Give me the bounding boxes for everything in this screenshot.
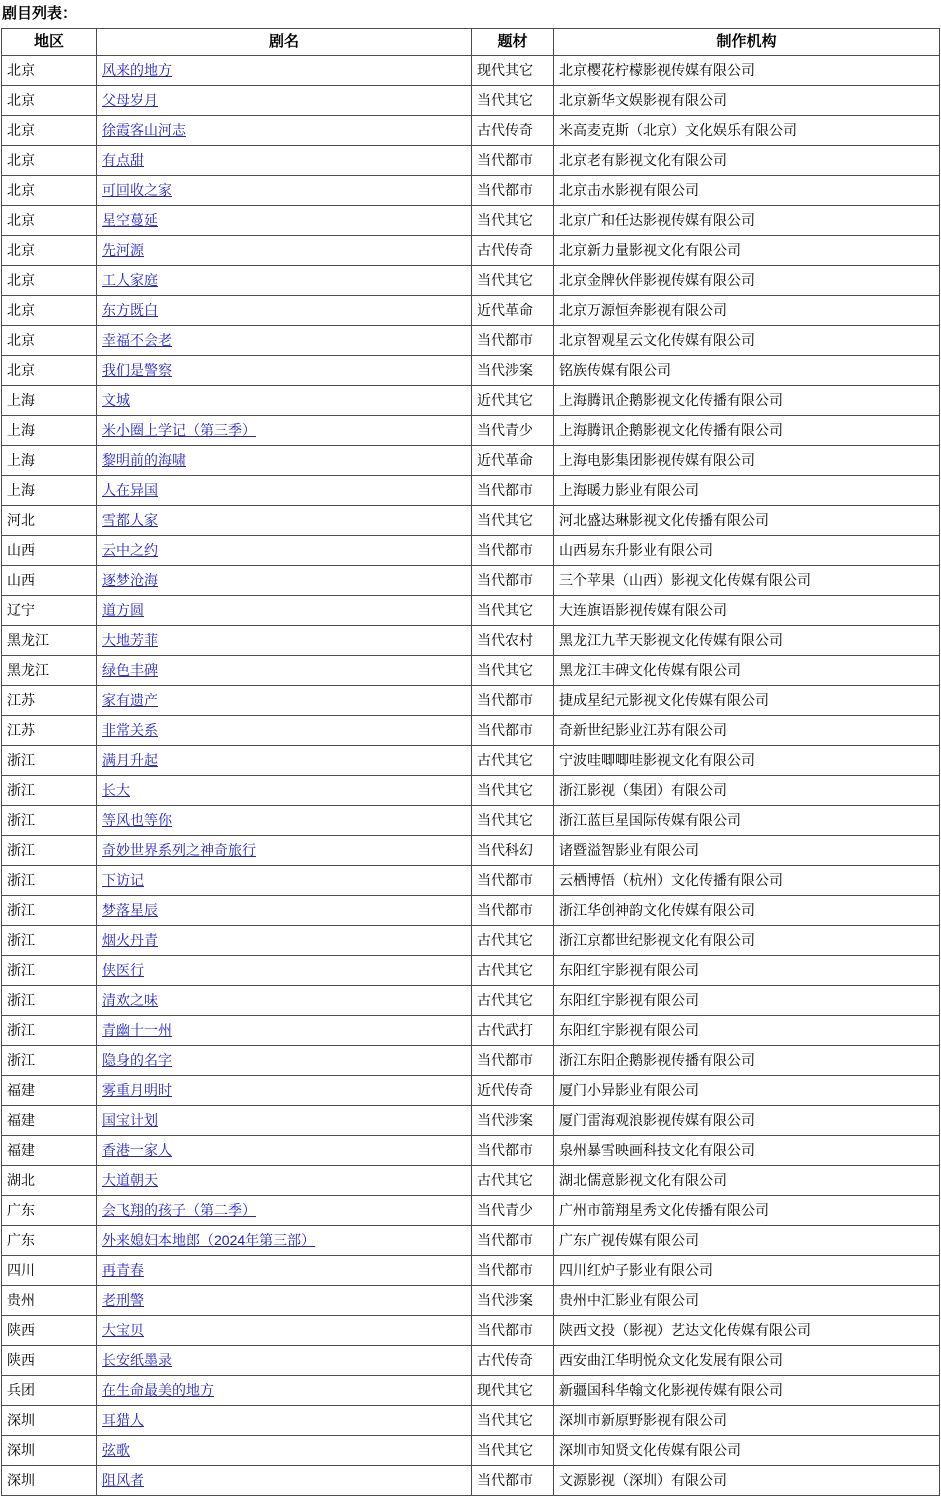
cell-title (97, 1136, 472, 1166)
table-row (2, 1166, 940, 1196)
cell-region: 北京 (2, 176, 97, 206)
cell-region: 深圳 (2, 1466, 97, 1496)
cell-genre: 当代其它 (472, 266, 554, 296)
cell-studio: 大连旗语影视传媒有限公司 (554, 596, 940, 626)
cell-title (97, 566, 472, 596)
cell-studio: 北京老有影视文化有限公司 (554, 146, 940, 176)
table-header-row (2, 29, 940, 56)
cell-title (97, 1376, 472, 1406)
cell-title (97, 596, 472, 626)
table-row (2, 656, 940, 686)
cell-studio: 湖北儒意影视文化有限公司 (554, 1166, 940, 1196)
cell-studio: 东阳红宇影视有限公司 (554, 956, 940, 986)
cell-studio: 北京智观星云文化传媒有限公司 (554, 326, 940, 356)
cell-genre: 近代传奇 (472, 1076, 554, 1106)
table-row (2, 116, 940, 146)
drama-title-link[interactable]: 非常关系 (102, 722, 158, 738)
cell-region: 福建 (2, 1106, 97, 1136)
cell-genre: 当代涉案 (472, 356, 554, 386)
table-row (2, 866, 940, 896)
cell-title (97, 1466, 472, 1496)
cell-studio: 泉州暴雪映画科技文化有限公司 (554, 1136, 940, 1166)
cell-region: 辽宁 (2, 596, 97, 626)
cell-genre: 当代其它 (472, 656, 554, 686)
drama-title-link[interactable]: 国宝计划 (102, 1112, 158, 1128)
table-row (2, 686, 940, 716)
cell-title (97, 506, 472, 536)
column-header-region: 地区 (2, 29, 97, 56)
column-header-genre: 题材 (472, 29, 554, 56)
cell-title (97, 1046, 472, 1076)
cell-studio: 北京击水影视有限公司 (554, 176, 940, 206)
table-row (2, 1196, 940, 1226)
drama-title-link[interactable]: 雾重月明时 (102, 1082, 172, 1098)
table-row (2, 626, 940, 656)
cell-studio: 广东广视传媒有限公司 (554, 1226, 940, 1256)
cell-region: 广东 (2, 1226, 97, 1256)
cell-genre: 当代青少 (472, 416, 554, 446)
drama-title-link[interactable]: 家有遗产 (102, 692, 158, 708)
cell-region: 浙江 (2, 806, 97, 836)
cell-region: 上海 (2, 476, 97, 506)
table-row (2, 926, 940, 956)
drama-title-link[interactable]: 再青春 (102, 1262, 144, 1278)
cell-studio: 浙江华创神韵文化传媒有限公司 (554, 896, 940, 926)
cell-studio: 深圳市新原野影视有限公司 (554, 1406, 940, 1436)
drama-title-link[interactable]: 风来的地方 (102, 62, 172, 78)
drama-title-link[interactable]: 东方既白 (102, 302, 158, 318)
drama-title-link[interactable]: 梦落星辰 (102, 902, 158, 918)
cell-title (97, 356, 472, 386)
cell-region: 福建 (2, 1136, 97, 1166)
cell-genre: 当代涉案 (472, 1106, 554, 1136)
table-row (2, 206, 940, 236)
cell-title (97, 416, 472, 446)
cell-studio: 东阳红宇影视有限公司 (554, 1016, 940, 1046)
cell-studio: 陕西文投（影视）艺达文化传媒有限公司 (554, 1316, 940, 1346)
cell-title (97, 386, 472, 416)
drama-title-link[interactable]: 外来媳妇本地郎（2024年第三部） (102, 1232, 316, 1248)
drama-title-link[interactable]: 长大 (102, 782, 130, 798)
cell-title (97, 1256, 472, 1286)
table-row (2, 1136, 940, 1166)
cell-genre: 当代都市 (472, 536, 554, 566)
cell-title (97, 926, 472, 956)
drama-title-link[interactable]: 下访记 (102, 872, 144, 888)
cell-region: 浙江 (2, 1046, 97, 1076)
table-row (2, 176, 940, 206)
drama-title-link[interactable]: 老刑警 (102, 1292, 144, 1308)
cell-studio: 东阳红宇影视有限公司 (554, 986, 940, 1016)
cell-region: 河北 (2, 506, 97, 536)
table-row (2, 236, 940, 266)
cell-title (97, 746, 472, 776)
cell-region: 深圳 (2, 1406, 97, 1436)
table-row (2, 356, 940, 386)
cell-studio: 北京万源恒奔影视有限公司 (554, 296, 940, 326)
cell-genre: 当代都市 (472, 1316, 554, 1346)
column-header-title: 剧名 (97, 29, 472, 56)
cell-title (97, 1346, 472, 1376)
cell-studio: 黑龙江九芊天影视文化传媒有限公司 (554, 626, 940, 656)
cell-genre: 近代革命 (472, 296, 554, 326)
drama-title-link[interactable]: 侠医行 (102, 962, 144, 978)
cell-region: 北京 (2, 146, 97, 176)
table-row (2, 716, 940, 746)
cell-studio: 北京金牌伙伴影视传媒有限公司 (554, 266, 940, 296)
cell-genre: 古代传奇 (472, 236, 554, 266)
table-row (2, 1286, 940, 1316)
cell-studio: 铭族传媒有限公司 (554, 356, 940, 386)
cell-genre: 当代其它 (472, 1436, 554, 1466)
cell-studio: 广州市箭翔星秀文化传播有限公司 (554, 1196, 940, 1226)
cell-genre: 古代武打 (472, 1016, 554, 1046)
cell-region: 浙江 (2, 836, 97, 866)
cell-region: 浙江 (2, 866, 97, 896)
drama-title-link[interactable]: 先河源 (102, 242, 144, 258)
cell-region: 北京 (2, 116, 97, 146)
cell-studio: 北京新力量影视文化有限公司 (554, 236, 940, 266)
cell-genre: 当代都市 (472, 896, 554, 926)
cell-studio: 诸暨溢智影业有限公司 (554, 836, 940, 866)
cell-genre: 现代其它 (472, 1376, 554, 1406)
table-row (2, 56, 940, 86)
cell-studio: 北京新华文娱影视有限公司 (554, 86, 940, 116)
drama-title-link[interactable]: 长安纸墨录 (102, 1352, 172, 1368)
cell-region: 贵州 (2, 1286, 97, 1316)
cell-region: 浙江 (2, 1016, 97, 1046)
cell-genre: 当代都市 (472, 866, 554, 896)
drama-title-link[interactable]: 绿色丰碑 (102, 662, 158, 678)
cell-region: 北京 (2, 86, 97, 116)
table-row (2, 1106, 940, 1136)
table-header (2, 29, 940, 56)
cell-studio: 北京广和任达影视传媒有限公司 (554, 206, 940, 236)
cell-studio: 上海暖力影业有限公司 (554, 476, 940, 506)
cell-region: 深圳 (2, 1436, 97, 1466)
cell-studio: 浙江东阳企鹅影视传播有限公司 (554, 1046, 940, 1076)
table-row (2, 1256, 940, 1286)
cell-title (97, 176, 472, 206)
cell-title (97, 1166, 472, 1196)
cell-title (97, 266, 472, 296)
cell-region: 黑龙江 (2, 626, 97, 656)
cell-title (97, 1076, 472, 1106)
drama-title-link[interactable]: 会飞翔的孩子（第二季） (102, 1202, 256, 1218)
cell-title (97, 776, 472, 806)
cell-region: 北京 (2, 206, 97, 236)
cell-genre: 近代革命 (472, 446, 554, 476)
cell-studio: 米高麦克斯（北京）文化娱乐有限公司 (554, 116, 940, 146)
cell-title (97, 326, 472, 356)
table-row (2, 266, 940, 296)
cell-region: 兵团 (2, 1376, 97, 1406)
cell-title (97, 1196, 472, 1226)
cell-genre: 当代都市 (472, 1466, 554, 1496)
cell-genre: 古代其它 (472, 956, 554, 986)
drama-title-link[interactable]: 奇妙世界系列之神奇旅行 (102, 842, 256, 858)
table-row (2, 1226, 940, 1256)
table-row (2, 1466, 940, 1496)
cell-genre: 当代都市 (472, 1256, 554, 1286)
table-row (2, 146, 940, 176)
drama-title-link[interactable]: 有点甜 (102, 152, 144, 168)
table-row (2, 86, 940, 116)
drama-title-link[interactable]: 隐身的名字 (102, 1052, 172, 1068)
drama-title-link[interactable]: 清欢之味 (102, 992, 158, 1008)
table-row (2, 836, 940, 866)
cell-title (97, 1106, 472, 1136)
drama-title-link[interactable]: 大地芳菲 (102, 632, 158, 648)
drama-title-link[interactable]: 大宝贝 (102, 1322, 144, 1338)
cell-title (97, 56, 472, 86)
drama-title-link[interactable]: 我们是警察 (102, 362, 172, 378)
cell-studio: 奇新世纪影业江苏有限公司 (554, 716, 940, 746)
cell-region: 黑龙江 (2, 656, 97, 686)
drama-title-link[interactable]: 满月升起 (102, 752, 158, 768)
cell-title (97, 716, 472, 746)
table-row (2, 476, 940, 506)
cell-studio: 云栖博悟（杭州）文化传播有限公司 (554, 866, 940, 896)
column-header-studio: 制作机构 (554, 29, 940, 56)
cell-region: 北京 (2, 56, 97, 86)
cell-studio: 黑龙江丰碑文化传媒有限公司 (554, 656, 940, 686)
drama-title-link[interactable]: 文城 (102, 392, 130, 408)
cell-genre: 现代其它 (472, 56, 554, 86)
cell-region: 北京 (2, 236, 97, 266)
cell-genre: 古代其它 (472, 926, 554, 956)
cell-title (97, 1316, 472, 1346)
cell-studio: 深圳市知贤文化传媒有限公司 (554, 1436, 940, 1466)
table-row (2, 446, 940, 476)
cell-region: 山西 (2, 566, 97, 596)
drama-title-link[interactable]: 米小圈上学记（第三季） (102, 422, 256, 438)
cell-title (97, 116, 472, 146)
cell-region: 山西 (2, 536, 97, 566)
table-row (2, 416, 940, 446)
cell-title (97, 86, 472, 116)
drama-title-link[interactable]: 烟火丹青 (102, 932, 158, 948)
drama-title-link[interactable]: 父母岁月 (102, 92, 158, 108)
table-row (2, 566, 940, 596)
cell-region: 陕西 (2, 1316, 97, 1346)
drama-title-link[interactable]: 雪都人家 (102, 512, 158, 528)
cell-genre: 当代农村 (472, 626, 554, 656)
drama-title-link[interactable]: 逐梦沧海 (102, 572, 158, 588)
cell-region: 上海 (2, 386, 97, 416)
cell-genre: 当代都市 (472, 566, 554, 596)
cell-title (97, 656, 472, 686)
cell-title (97, 1436, 472, 1466)
cell-studio: 上海腾讯企鹅影视文化传播有限公司 (554, 416, 940, 446)
drama-title-link[interactable]: 云中之约 (102, 542, 158, 558)
cell-genre: 当代其它 (472, 506, 554, 536)
table-row (2, 1316, 940, 1346)
cell-region: 福建 (2, 1076, 97, 1106)
cell-studio: 北京樱花柠檬影视传媒有限公司 (554, 56, 940, 86)
cell-studio: 四川红炉子影业有限公司 (554, 1256, 940, 1286)
cell-genre: 当代都市 (472, 476, 554, 506)
cell-region: 北京 (2, 326, 97, 356)
cell-genre: 当代都市 (472, 686, 554, 716)
cell-genre: 当代其它 (472, 206, 554, 236)
drama-title-link[interactable]: 工人家庭 (102, 272, 158, 288)
cell-studio: 上海电影集团影视传媒有限公司 (554, 446, 940, 476)
drama-list-table (1, 28, 940, 1496)
table-row (2, 806, 940, 836)
cell-title (97, 446, 472, 476)
cell-region: 浙江 (2, 956, 97, 986)
table-row (2, 1436, 940, 1466)
drama-title-link[interactable]: 可回收之家 (102, 182, 172, 198)
drama-title-link[interactable]: 等风也等你 (102, 812, 172, 828)
cell-title (97, 626, 472, 656)
table-row (2, 536, 940, 566)
cell-genre: 古代其它 (472, 746, 554, 776)
cell-genre: 当代其它 (472, 596, 554, 626)
cell-genre: 当代都市 (472, 1046, 554, 1076)
cell-region: 北京 (2, 296, 97, 326)
cell-studio: 新疆国科华翰文化影视传媒有限公司 (554, 1376, 940, 1406)
table-row (2, 596, 940, 626)
drama-title-link[interactable]: 人在异国 (102, 482, 158, 498)
table-row (2, 956, 940, 986)
cell-title (97, 806, 472, 836)
cell-genre: 古代其它 (472, 986, 554, 1016)
drama-title-link[interactable]: 道方圆 (102, 602, 144, 618)
cell-region: 四川 (2, 1256, 97, 1286)
drama-title-link[interactable]: 星空蔓延 (102, 212, 158, 228)
cell-title (97, 686, 472, 716)
cell-studio: 捷成星纪元影视文化传媒有限公司 (554, 686, 940, 716)
cell-region: 上海 (2, 446, 97, 476)
drama-title-link[interactable]: 在生命最美的地方 (102, 1382, 214, 1398)
cell-region: 北京 (2, 356, 97, 386)
cell-genre: 当代都市 (472, 716, 554, 746)
cell-region: 江苏 (2, 716, 97, 746)
cell-region: 江苏 (2, 686, 97, 716)
table-row (2, 326, 940, 356)
cell-genre: 古代其它 (472, 1166, 554, 1196)
cell-studio: 上海腾讯企鹅影视文化传播有限公司 (554, 386, 940, 416)
cell-title (97, 1286, 472, 1316)
cell-region: 陕西 (2, 1346, 97, 1376)
cell-title (97, 866, 472, 896)
cell-title (97, 236, 472, 266)
drama-title-link[interactable]: 阻风者 (102, 1472, 144, 1488)
cell-title (97, 896, 472, 926)
cell-studio: 山西易东升影业有限公司 (554, 536, 940, 566)
drama-title-link[interactable]: 幸福不会老 (102, 332, 172, 348)
cell-studio: 西安曲江华明悦众文化发展有限公司 (554, 1346, 940, 1376)
table-row (2, 296, 940, 326)
cell-region: 浙江 (2, 896, 97, 926)
cell-title (97, 1226, 472, 1256)
cell-genre: 近代其它 (472, 386, 554, 416)
table-row (2, 746, 940, 776)
cell-studio: 贵州中汇影业有限公司 (554, 1286, 940, 1316)
table-row (2, 776, 940, 806)
cell-region: 浙江 (2, 776, 97, 806)
table-row (2, 1046, 940, 1076)
cell-title (97, 146, 472, 176)
table-row (2, 386, 940, 416)
cell-genre: 当代都市 (472, 176, 554, 206)
cell-title (97, 1016, 472, 1046)
table-row (2, 1376, 940, 1406)
cell-region: 上海 (2, 416, 97, 446)
cell-title (97, 1406, 472, 1436)
cell-studio: 浙江蓝巨星国际传媒有限公司 (554, 806, 940, 836)
cell-region: 浙江 (2, 746, 97, 776)
cell-region: 浙江 (2, 986, 97, 1016)
table-row (2, 1406, 940, 1436)
cell-studio: 文源影视（深圳）有限公司 (554, 1466, 940, 1496)
cell-title (97, 206, 472, 236)
cell-title (97, 986, 472, 1016)
cell-genre: 当代其它 (472, 86, 554, 116)
drama-title-link[interactable]: 青幽十一州 (102, 1022, 172, 1038)
table-body (2, 56, 940, 1496)
cell-studio: 厦门雷海观浪影视传媒有限公司 (554, 1106, 940, 1136)
cell-genre: 当代都市 (472, 326, 554, 356)
table-row (2, 896, 940, 926)
cell-genre: 当代都市 (472, 146, 554, 176)
cell-genre: 古代传奇 (472, 1346, 554, 1376)
cell-genre: 古代传奇 (472, 116, 554, 146)
drama-title-link[interactable]: 黎明前的海啸 (102, 452, 186, 468)
table-row (2, 1076, 940, 1106)
drama-title-link[interactable]: 弦歌 (102, 1442, 130, 1458)
cell-title (97, 296, 472, 326)
cell-studio: 宁波哇唧唧哇影视文化有限公司 (554, 746, 940, 776)
cell-region: 广东 (2, 1196, 97, 1226)
cell-genre: 当代都市 (472, 1136, 554, 1166)
cell-title (97, 836, 472, 866)
cell-region: 浙江 (2, 926, 97, 956)
cell-genre: 当代其它 (472, 806, 554, 836)
table-row (2, 986, 940, 1016)
cell-studio: 浙江京都世纪影视文化有限公司 (554, 926, 940, 956)
cell-genre: 当代都市 (472, 1226, 554, 1256)
cell-genre: 当代其它 (472, 776, 554, 806)
cell-title (97, 476, 472, 506)
drama-title-link[interactable]: 香港一家人 (102, 1142, 172, 1158)
table-row (2, 1016, 940, 1046)
cell-region: 北京 (2, 266, 97, 296)
cell-studio: 浙江影视（集团）有限公司 (554, 776, 940, 806)
cell-genre: 当代涉案 (472, 1286, 554, 1316)
cell-studio: 河北盛达琳影视文化传播有限公司 (554, 506, 940, 536)
cell-studio: 三个苹果（山西）影视文化传媒有限公司 (554, 566, 940, 596)
cell-region: 湖北 (2, 1166, 97, 1196)
cell-studio: 厦门小异影业有限公司 (554, 1076, 940, 1106)
cell-title (97, 536, 472, 566)
drama-title-link[interactable]: 耳猎人 (102, 1412, 144, 1428)
drama-title-link[interactable]: 大道朝天 (102, 1172, 158, 1188)
cell-genre: 当代其它 (472, 1406, 554, 1436)
cell-title (97, 956, 472, 986)
cell-genre: 当代青少 (472, 1196, 554, 1226)
table-row (2, 1346, 940, 1376)
table-row (2, 506, 940, 536)
cell-genre: 当代科幻 (472, 836, 554, 866)
drama-title-link[interactable]: 徐霞客山河志 (102, 122, 186, 138)
page-title: 剧目列表： (2, 5, 78, 22)
